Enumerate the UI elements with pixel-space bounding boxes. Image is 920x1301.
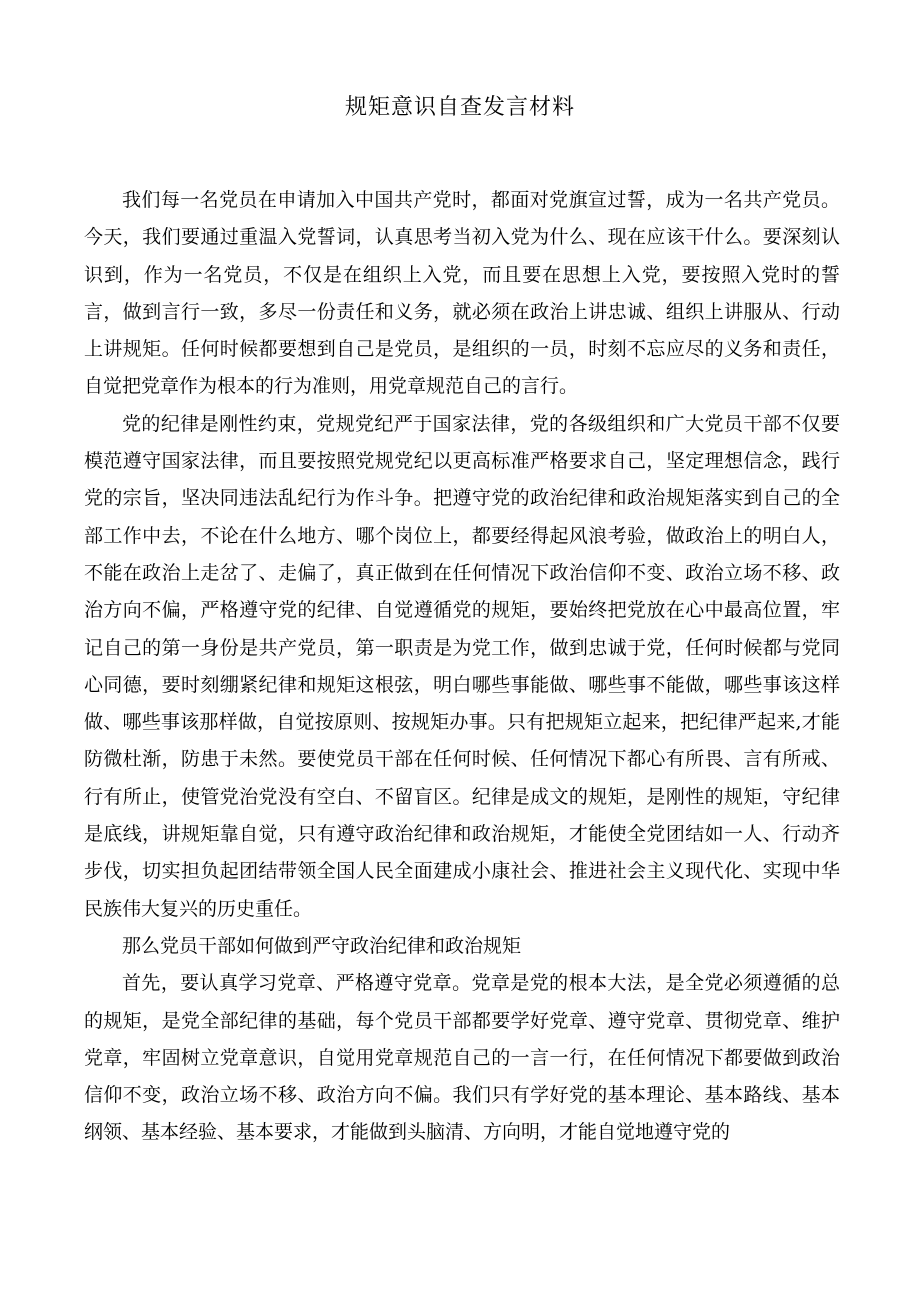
- document-title: 规矩意识自查发言材料: [344, 95, 575, 120]
- paragraph-3: 那么党员干部如何做到严守政治纪律和政治规矩: [122, 934, 522, 957]
- document-body: [84, 182, 840, 1152]
- paragraph-2: 党的纪律是刚性约束，党规党纪严于国家法律，党的各级组织和广大党员干部不仅要模范遵守国家法律，而且要按照党规党纪以更高标准严格要求自己，坚定理想信念，践行党的宗旨，坚决同违法乱纪行为作斗争。把遵守党的政治纪律和政治规矩落实到自己的全部工作中去，不论在什么地方、哪个岗位上，都要经得起风浪考验，做政治上的明白人，不能在政治上走岔了、走偏了，真正做到在任何情况下政治信仰不变、政治立场不移、政治方向不偏，严格遵守党的纪律、自觉遵循党的规矩，要始终把党放在心中最高位置，牢记自己的第一身份是共产党员，第一职责是为党工作，做到忠诚于党，任何时候都与党同心同德，要时刻绷紧纪律和规矩这根弦，明白哪些事能做、哪些事不能做，哪些事该这样做、哪些事该那样做，自觉按原则、按规矩办事。只有把规矩立起来，把纪律严起来,才能防微杜渐，防患于未然。要使党员干部在任何时候、任何情况下都心有所畏、言有所戒、行有所止，使管党治党没有空白、不留盲区。纪律是成文的规矩，是刚性的规矩，守纪律是底线，讲规矩靠自觉，只有遵守政治纪律和政治规矩，才能使全党团结如一人、行动齐步伐，切实担负起团结带领全国人民全面建成小康社会、推进社会主义现代化、实现中华民族伟大复兴的历史重任。: [84, 412, 840, 920]
- paragraph-1: 我们每一名党员在申请加入中国共产党时，都面对党旗宣过誓，成为一名共产党员。今天，我们要通过重温入党誓词，认真思考当初入党为什么、现在应该干什么。要深刻认识到，作为一名党员，不仅是在组织上入党，而且要在思想上入党，要按照入党时的誓言，做到言行一致，多尽一份责任和义务，就必须在政治上讲忠诚、组织上讲服从、行动上讲规矩。任何时候都要想到自己是党员，是组织的一员，时刻不忘应尽的义务和责任，自觉把党章作为根本的行为准则，用党章规范自己的言行。: [84, 189, 840, 398]
- paragraph-4: 首先，要认真学习党章、严格遵守党章。党章是党的根本大法，是全党必须遵循的总的规矩，是党全部纪律的基础，每个党员干部都要学好党章、遵守党章、贯彻党章、维护党章，牢固树立党章意识，自觉用党章规范自己的一言一行，在任何情况下都要做到政治信仰不变，政治立场不移、政治方向不偏。我们只有学好党的基本理论、基本路线、基本纲领、基本经验、基本要求，才能做到头脑清、方向明，才能自觉地遵守党的: [84, 972, 840, 1144]
